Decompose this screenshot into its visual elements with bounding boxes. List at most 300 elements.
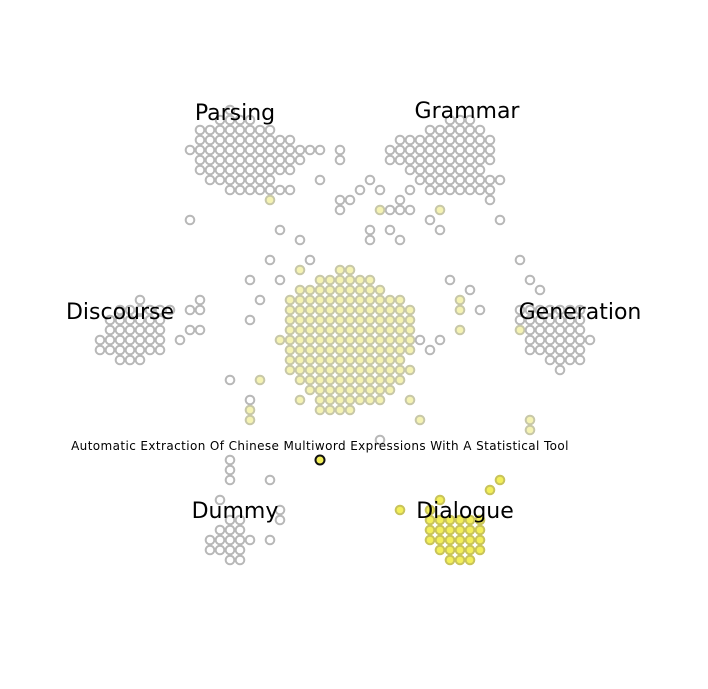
paper-node[interactable] [316,386,325,395]
paper-node[interactable] [266,126,275,135]
paper-node[interactable] [286,336,295,345]
paper-node[interactable] [256,156,265,165]
paper-node[interactable] [456,176,465,185]
paper-node[interactable] [566,346,575,355]
paper-node[interactable] [226,526,235,535]
paper-node[interactable] [306,346,315,355]
paper-node[interactable] [196,136,205,145]
cluster-label-discourse[interactable]: Discourse [65,300,175,325]
paper-node[interactable] [396,296,405,305]
paper-node[interactable] [256,186,265,195]
paper-node[interactable] [226,146,235,155]
cluster-label-grammar[interactable]: Grammar [414,99,520,124]
cluster-label-generation[interactable]: Generation [518,300,642,325]
paper-node[interactable] [296,326,305,335]
paper-node[interactable] [426,126,435,135]
paper-node[interactable] [306,316,315,325]
paper-node[interactable] [126,356,135,365]
paper-node[interactable] [366,396,375,405]
paper-node[interactable] [426,136,435,145]
paper-node[interactable] [286,136,295,145]
paper-node[interactable] [146,326,155,335]
paper-node[interactable] [316,146,325,155]
paper-node[interactable] [266,196,275,205]
paper-node[interactable] [406,156,415,165]
paper-node[interactable] [376,326,385,335]
paper-node[interactable] [266,146,275,155]
paper-node[interactable] [436,226,445,235]
paper-node[interactable] [376,206,385,215]
paper-node[interactable] [256,126,265,135]
paper-node[interactable] [446,556,455,565]
paper-node[interactable] [486,186,495,195]
paper-node[interactable] [396,346,405,355]
paper-node[interactable] [426,216,435,225]
paper-node[interactable] [356,336,365,345]
paper-node[interactable] [396,236,405,245]
paper-node[interactable] [516,326,525,335]
paper-node[interactable] [246,276,255,285]
paper-node[interactable] [246,126,255,135]
paper-node[interactable] [266,256,275,265]
paper-node[interactable] [276,336,285,345]
paper-node[interactable] [256,166,265,175]
paper-node[interactable] [316,176,325,185]
paper-node[interactable] [356,356,365,365]
paper-node[interactable] [466,156,475,165]
paper-node[interactable] [336,306,345,315]
paper-node[interactable] [336,336,345,345]
paper-node[interactable] [336,146,345,155]
paper-node[interactable] [346,396,355,405]
paper-node[interactable] [266,536,275,545]
paper-node[interactable] [226,126,235,135]
paper-node[interactable] [316,276,325,285]
paper-node[interactable] [406,326,415,335]
paper-node[interactable] [276,136,285,145]
paper-node[interactable] [536,286,545,295]
paper-node[interactable] [136,356,145,365]
paper-node[interactable] [106,326,115,335]
paper-node[interactable] [446,546,455,555]
paper-node[interactable] [366,296,375,305]
paper-node[interactable] [396,506,405,515]
paper-node[interactable] [196,326,205,335]
paper-node[interactable] [296,366,305,375]
paper-node[interactable] [236,126,245,135]
paper-node[interactable] [436,546,445,555]
paper-node[interactable] [196,166,205,175]
paper-node[interactable] [116,346,125,355]
paper-node[interactable] [426,186,435,195]
paper-node[interactable] [326,346,335,355]
paper-node[interactable] [326,376,335,385]
paper-node[interactable] [276,146,285,155]
paper-node[interactable] [116,356,125,365]
paper-node[interactable] [146,336,155,345]
paper-node[interactable] [426,176,435,185]
paper-node[interactable] [466,546,475,555]
paper-node[interactable] [386,326,395,335]
paper-node[interactable] [356,366,365,375]
paper-node[interactable] [326,336,335,345]
paper-node[interactable] [336,286,345,295]
paper-node[interactable] [576,356,585,365]
paper-node[interactable] [456,126,465,135]
paper-node[interactable] [206,156,215,165]
paper-node[interactable] [456,326,465,335]
paper-node[interactable] [396,156,405,165]
selected-paper-node[interactable] [316,456,325,465]
paper-node[interactable] [526,426,535,435]
paper-node[interactable] [386,306,395,315]
paper-node[interactable] [436,146,445,155]
paper-node[interactable] [336,156,345,165]
paper-node[interactable] [276,166,285,175]
paper-node[interactable] [346,316,355,325]
paper-node[interactable] [346,376,355,385]
paper-node[interactable] [386,376,395,385]
paper-node[interactable] [266,166,275,175]
paper-node[interactable] [416,156,425,165]
paper-node[interactable] [486,486,495,495]
paper-node[interactable] [296,236,305,245]
paper-node[interactable] [316,326,325,335]
paper-node[interactable] [456,166,465,175]
paper-node[interactable] [556,366,565,375]
paper-node[interactable] [396,146,405,155]
paper-node[interactable] [296,346,305,355]
paper-node[interactable] [536,336,545,345]
paper-node[interactable] [236,156,245,165]
paper-node[interactable] [336,376,345,385]
paper-node[interactable] [476,176,485,185]
paper-node[interactable] [186,146,195,155]
paper-node[interactable] [226,176,235,185]
paper-node[interactable] [296,376,305,385]
paper-node[interactable] [346,326,355,335]
paper-node[interactable] [226,136,235,145]
paper-node[interactable] [326,366,335,375]
paper-node[interactable] [376,346,385,355]
paper-node[interactable] [326,396,335,405]
paper-node[interactable] [446,176,455,185]
paper-node[interactable] [466,176,475,185]
paper-node[interactable] [456,186,465,195]
paper-node[interactable] [436,536,445,545]
paper-node[interactable] [336,406,345,415]
paper-node[interactable] [296,296,305,305]
paper-node[interactable] [156,346,165,355]
paper-node[interactable] [416,146,425,155]
paper-node[interactable] [216,126,225,135]
paper-node[interactable] [426,526,435,535]
paper-node[interactable] [246,416,255,425]
paper-node[interactable] [426,536,435,545]
paper-node[interactable] [336,396,345,405]
paper-node[interactable] [486,156,495,165]
paper-node[interactable] [226,166,235,175]
paper-node[interactable] [196,146,205,155]
paper-node[interactable] [306,256,315,265]
paper-node[interactable] [136,346,145,355]
paper-node[interactable] [316,396,325,405]
paper-node[interactable] [196,126,205,135]
paper-node[interactable] [246,396,255,405]
paper-node[interactable] [256,296,265,305]
paper-node[interactable] [126,346,135,355]
paper-node[interactable] [476,156,485,165]
paper-node[interactable] [216,156,225,165]
paper-node[interactable] [376,186,385,195]
paper-node[interactable] [356,376,365,385]
paper-node[interactable] [396,366,405,375]
paper-node[interactable] [406,366,415,375]
paper-node[interactable] [126,326,135,335]
paper-node[interactable] [96,346,105,355]
paper-node[interactable] [326,386,335,395]
paper-node[interactable] [386,346,395,355]
paper-node[interactable] [96,336,105,345]
paper-node[interactable] [566,326,575,335]
paper-node[interactable] [356,296,365,305]
paper-node[interactable] [356,316,365,325]
paper-node[interactable] [336,366,345,375]
paper-node[interactable] [276,226,285,235]
paper-node[interactable] [426,346,435,355]
paper-node[interactable] [306,366,315,375]
paper-node[interactable] [316,336,325,345]
paper-node[interactable] [306,326,315,335]
paper-node[interactable] [246,186,255,195]
paper-node[interactable] [466,136,475,145]
paper-node[interactable] [526,276,535,285]
paper-node[interactable] [536,326,545,335]
paper-node[interactable] [216,176,225,185]
paper-node[interactable] [306,336,315,345]
paper-node[interactable] [176,336,185,345]
paper-node[interactable] [266,176,275,185]
paper-node[interactable] [206,546,215,555]
paper-node[interactable] [286,356,295,365]
paper-node[interactable] [436,136,445,145]
paper-node[interactable] [306,386,315,395]
paper-node[interactable] [396,316,405,325]
paper-node[interactable] [196,296,205,305]
cluster-label-dialogue[interactable]: Dialogue [416,499,514,524]
paper-node[interactable] [436,526,445,535]
paper-node[interactable] [376,366,385,375]
paper-node[interactable] [346,296,355,305]
paper-node[interactable] [476,146,485,155]
paper-node[interactable] [376,386,385,395]
paper-node[interactable] [376,306,385,315]
paper-node[interactable] [586,336,595,345]
paper-node[interactable] [316,406,325,415]
paper-node[interactable] [556,326,565,335]
paper-node[interactable] [476,306,485,315]
paper-node[interactable] [296,156,305,165]
paper-node[interactable] [336,276,345,285]
paper-node[interactable] [266,156,275,165]
paper-node[interactable] [386,386,395,395]
paper-node[interactable] [346,276,355,285]
paper-node[interactable] [456,526,465,535]
paper-node[interactable] [206,536,215,545]
paper-node[interactable] [206,166,215,175]
paper-node[interactable] [246,136,255,145]
paper-node[interactable] [456,556,465,565]
paper-node[interactable] [326,286,335,295]
paper-node[interactable] [346,406,355,415]
paper-node[interactable] [276,186,285,195]
paper-node[interactable] [576,346,585,355]
paper-node[interactable] [366,276,375,285]
paper-node[interactable] [206,146,215,155]
paper-node[interactable] [276,156,285,165]
paper-node[interactable] [346,196,355,205]
paper-node[interactable] [366,286,375,295]
paper-node[interactable] [216,546,225,555]
paper-node[interactable] [206,176,215,185]
paper-node[interactable] [296,306,305,315]
paper-node[interactable] [116,336,125,345]
paper-node[interactable] [286,306,295,315]
paper-node[interactable] [396,206,405,215]
paper-node[interactable] [296,286,305,295]
paper-node[interactable] [186,306,195,315]
paper-node[interactable] [546,326,555,335]
paper-node[interactable] [426,166,435,175]
paper-node[interactable] [236,166,245,175]
paper-node[interactable] [266,136,275,145]
paper-node[interactable] [316,316,325,325]
paper-node[interactable] [436,166,445,175]
paper-node[interactable] [246,176,255,185]
paper-node[interactable] [226,556,235,565]
paper-node[interactable] [466,286,475,295]
paper-node[interactable] [466,556,475,565]
paper-node[interactable] [266,186,275,195]
paper-node[interactable] [386,366,395,375]
paper-node[interactable] [236,546,245,555]
paper-node[interactable] [396,306,405,315]
paper-node[interactable] [416,136,425,145]
paper-node[interactable] [216,136,225,145]
paper-node[interactable] [256,146,265,155]
paper-node[interactable] [526,416,535,425]
paper-node[interactable] [316,376,325,385]
paper-node[interactable] [296,316,305,325]
paper-node[interactable] [456,546,465,555]
paper-node[interactable] [286,316,295,325]
paper-node[interactable] [316,366,325,375]
paper-node[interactable] [296,396,305,405]
paper-node[interactable] [336,196,345,205]
paper-node[interactable] [436,126,445,135]
paper-node[interactable] [126,336,135,345]
paper-node[interactable] [466,166,475,175]
cluster-label-dummy[interactable]: Dummy [191,499,279,524]
paper-node[interactable] [356,346,365,355]
paper-node[interactable] [286,166,295,175]
paper-node[interactable] [226,376,235,385]
paper-node[interactable] [246,406,255,415]
paper-node[interactable] [226,546,235,555]
paper-node[interactable] [366,236,375,245]
paper-node[interactable] [306,146,315,155]
paper-node[interactable] [236,536,245,545]
paper-node[interactable] [336,316,345,325]
paper-node[interactable] [576,326,585,335]
paper-node[interactable] [346,336,355,345]
paper-node[interactable] [186,216,195,225]
paper-node[interactable] [236,556,245,565]
paper-node[interactable] [386,336,395,345]
paper-node[interactable] [366,336,375,345]
paper-node[interactable] [386,296,395,305]
paper-node[interactable] [336,326,345,335]
paper-node[interactable] [286,366,295,375]
paper-node[interactable] [306,356,315,365]
paper-node[interactable] [406,146,415,155]
paper-node[interactable] [356,396,365,405]
paper-node[interactable] [156,336,165,345]
paper-node[interactable] [546,336,555,345]
paper-node[interactable] [236,176,245,185]
paper-node[interactable] [116,326,125,335]
paper-node[interactable] [296,356,305,365]
paper-node[interactable] [436,176,445,185]
paper-node[interactable] [436,206,445,215]
paper-node[interactable] [406,136,415,145]
paper-node[interactable] [516,256,525,265]
paper-node[interactable] [446,526,455,535]
paper-node[interactable] [406,346,415,355]
paper-node[interactable] [346,286,355,295]
paper-node[interactable] [406,186,415,195]
paper-node[interactable] [326,306,335,315]
paper-node[interactable] [416,416,425,425]
paper-node[interactable] [426,146,435,155]
paper-node[interactable] [406,306,415,315]
paper-node[interactable] [466,126,475,135]
paper-node[interactable] [336,386,345,395]
paper-node[interactable] [486,136,495,145]
paper-node[interactable] [376,296,385,305]
paper-node[interactable] [446,126,455,135]
paper-node[interactable] [366,376,375,385]
paper-node[interactable] [106,336,115,345]
paper-node[interactable] [366,316,375,325]
paper-node[interactable] [396,356,405,365]
paper-node[interactable] [436,336,445,345]
paper-node[interactable] [346,366,355,375]
paper-node[interactable] [546,346,555,355]
paper-node[interactable] [496,216,505,225]
paper-node[interactable] [406,206,415,215]
paper-node[interactable] [456,536,465,545]
paper-node[interactable] [256,376,265,385]
paper-node[interactable] [286,156,295,165]
paper-node[interactable] [136,336,145,345]
paper-node[interactable] [366,346,375,355]
paper-node[interactable] [456,296,465,305]
paper-node[interactable] [486,196,495,205]
paper-node[interactable] [216,166,225,175]
paper-node[interactable] [476,126,485,135]
paper-node[interactable] [106,346,115,355]
